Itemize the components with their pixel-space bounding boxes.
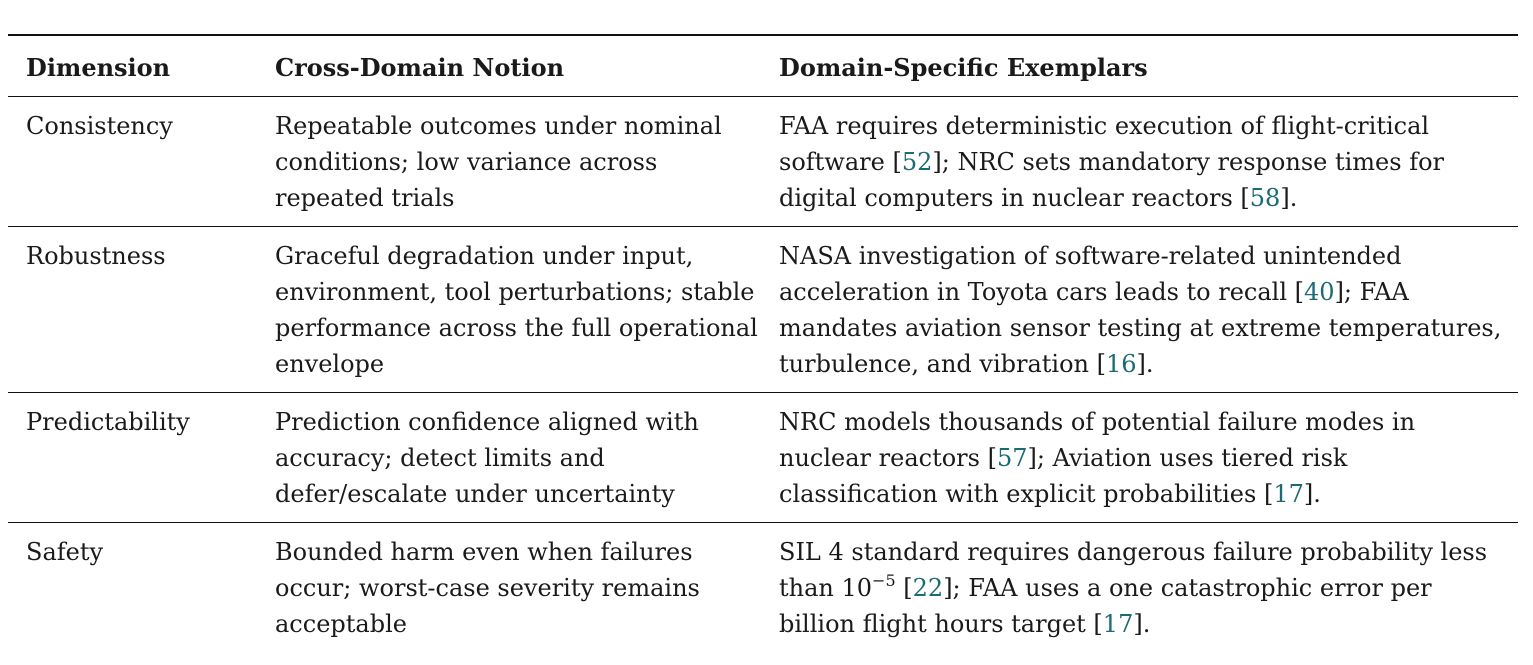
header-domain-specific-exemplars: Domain-Specific Exemplars [779,53,1148,82]
exemplar-text: ]. [1280,184,1298,212]
table-row [8,97,1518,227]
header-dimension: Dimension [26,53,171,82]
citation-link[interactable]: 16 [1106,350,1137,378]
table-header [8,35,1518,97]
exemplar-text: ]; NRC sets mandatory response times for digital computers in nuclear reactors [ [779,148,1444,212]
exemplar-cell [761,97,1518,227]
table-row [8,227,1518,393]
reliability-dimensions-table [8,34,1518,652]
notion-cell: Bounded harm even when failures occur; worst-case severity remains acceptable [275,538,700,638]
dimension-cell: Robustness [26,242,166,270]
exemplar-text: FAA requires deterministic execution of flight-critical software [ [779,112,1430,176]
citation-link[interactable]: 17 [1102,610,1134,638]
citation-link[interactable]: 52 [901,148,933,176]
citation-link[interactable]: 17 [1273,480,1304,508]
dimension-cell: Safety [26,538,104,566]
exemplar-text: ]; FAA uses a one catastrophic error per billion flight hours target [ [779,574,1432,638]
exemplar-text: ]; FAA mandates aviation sensor testing at extreme temperatures, turbulence, and vibration [ [779,278,1502,378]
exemplar-text: NRC models thousands of potential failure modes in nuclear reactors [ [779,408,1416,472]
exemplar-text: SIL 4 standard requires dangerous failure probability less than 10 [779,538,1488,602]
exemplar-text: ]; Aviation uses tiered risk classification with explicit probabilities [ [779,444,1348,508]
notion-cell: Graceful degradation under input, environment, tool perturbations; stable performance across the full operational envelope [275,242,758,378]
header-cross-domain-notion: Cross-Domain Notion [275,53,565,82]
exemplar-text: ]. [1136,350,1154,378]
notion-cell: Prediction confidence aligned with accuracy; detect limits and defer/escalate under uncertainty [275,408,699,508]
table-row [8,523,1518,653]
exemplar-cell [761,393,1518,523]
reliability-dimensions-table-container [8,34,1518,652]
notion-cell: Repeatable outcomes under nominal conditions; low variance across repeated trials [275,112,722,212]
citation-link[interactable]: 58 [1249,184,1281,212]
exemplar-text: [ [895,574,913,602]
exemplar-cell [761,523,1518,653]
dimension-cell: Predictability [26,408,190,436]
table-body [8,97,1518,653]
exponent: −5 [872,571,896,590]
citation-link[interactable]: 57 [996,444,1028,472]
exemplar-cell [761,227,1518,393]
header-row [8,35,1518,97]
dimension-cell: Consistency [26,112,173,140]
citation-link[interactable]: 40 [1304,278,1335,306]
citation-link[interactable]: 22 [912,574,944,602]
exemplar-text: ]. [1133,610,1151,638]
table-row [8,393,1518,523]
exemplar-text: NASA investigation of software-related unintended acceleration in Toyota cars leads to recall [ [779,242,1402,306]
exemplar-text: ]. [1303,480,1321,508]
